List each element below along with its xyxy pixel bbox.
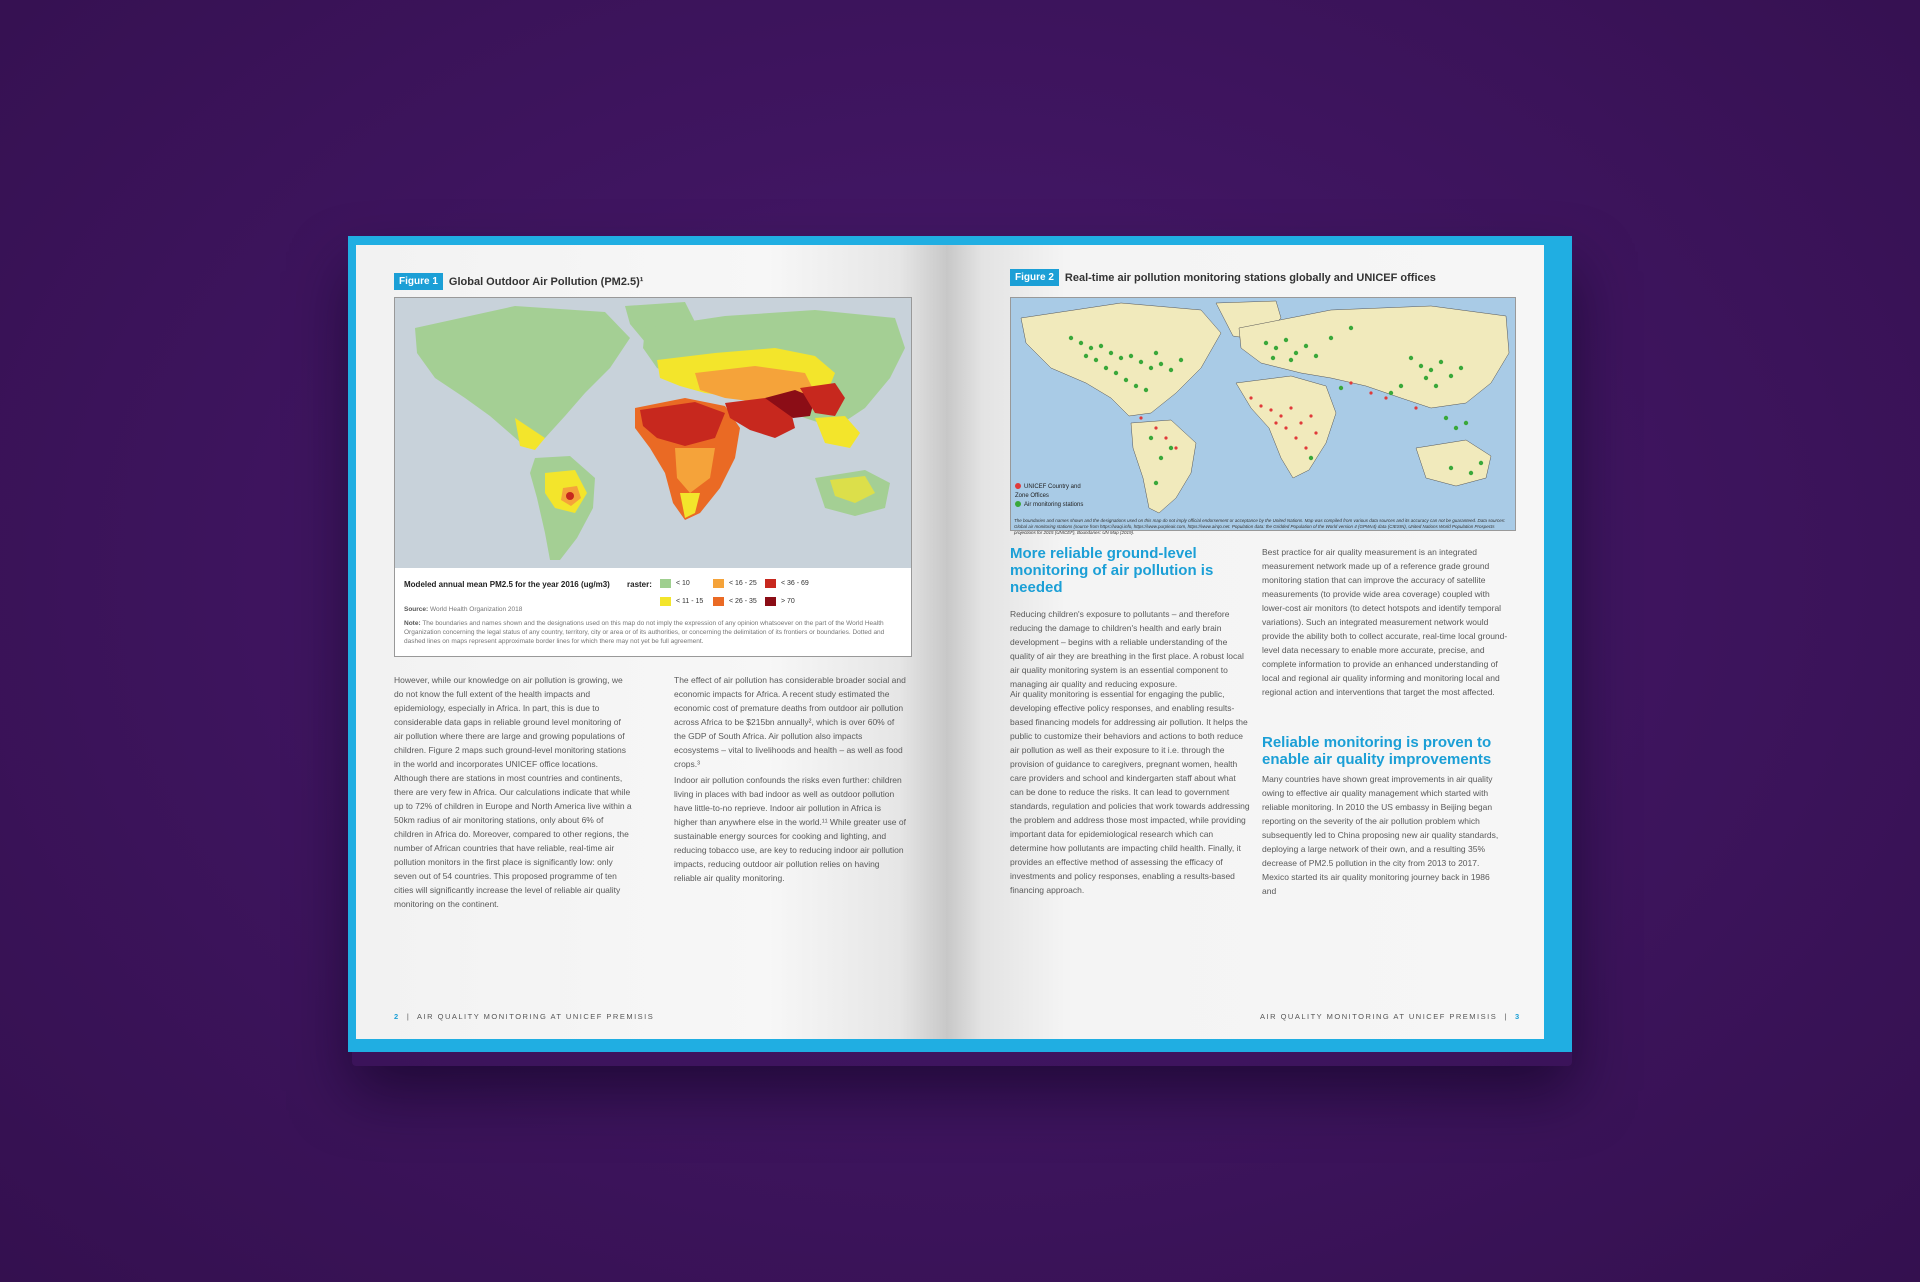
station-dot-icon	[1015, 501, 1021, 507]
unicef-dot-icon	[1015, 483, 1021, 489]
legend-swatch	[765, 597, 776, 606]
para-monitoring-essential: Air quality monitoring is essential for engaging the public, developing effective policy responses, and enabling results-based financing models for addressing air pollution. It helps the public to customize their behaviors and actions to both reduce air pollution as well as their exposure to it i.e. through the provision of guidance to caregivers, pregnant women, health care providers and school and kindergarten staff about what can be done to reduce the risks. It can lead to government standards, regulation and policies that work towards addressing the problem and address those most impacted, while providing important data for epidemiological research which can determine how pollutants are impacting child health. Finally, it provides an effective method of assessing the efficacy of investments and policy responses, enabling a results-based financing approach.	[1010, 689, 1250, 895]
right-page-number: 3	[1515, 1012, 1521, 1021]
map2-legend-unicef-label: UNICEF Country and Zone Offices	[1015, 484, 1081, 499]
figure-2-header	[1010, 269, 1436, 286]
map-source	[404, 605, 522, 614]
legend-item-36-69	[765, 579, 809, 588]
figure-2-frame	[1010, 297, 1516, 535]
monitoring-stations-map	[1011, 298, 1515, 518]
para-best-practice: Best practice for air quality measurement is an integrated measurement network made up of a reference grade ground monitoring station that can improve the accuracy of satellite measurements (to provide wide area coverage) coupled with lower-cost air monitors (to detect hotspots and identify temporal variations). Such an integrated measurement network would provide the ability both to collect accurate, real-time local ground-level data necessary to enable more accurate, precise, and complete information to provide an enhanced understanding of local and regional air quality informing and monitoring local and regional action and interventions that target the most affected.	[1262, 547, 1508, 697]
map2-legend	[1015, 483, 1085, 510]
right-footer-title: AIR QUALITY MONITORING AT UNICEF PREMISIS	[1260, 1012, 1498, 1021]
legend-label: < 10	[676, 580, 690, 587]
legend-swatch	[713, 597, 724, 606]
note-text: The boundaries and names shown and the designations used on this map do not imply the expression of any opinion whatsoever on the part of the World Health Organization concerning the legal status of any country, territory, city or area or of its authorities, or concerning the delimitation of its frontiers or boundaries. Dotted and dashed lines on maps represent approximate border lines for which there may not yet be full agreement.	[404, 620, 885, 645]
para-reducing-exposure: Reducing children's exposure to pollutants – and therefore reducing the damage to children's health and early brain development – begins with a reliable understanding of the quality of air they are breathing in the first place. A robust local air quality monitoring system is an essential component to managing air quality and reducing exposure.	[1010, 609, 1244, 689]
right-footer: AIR QUALITY MONITORING AT UNICEF PREMISIS | 3	[1260, 1012, 1521, 1021]
legend-item-16-25	[713, 579, 757, 588]
pm25-world-map	[395, 298, 911, 568]
figure-1-title: Global Outdoor Air Pollution (PM2.5)¹	[448, 275, 644, 288]
legend-swatch	[713, 579, 724, 588]
para-many-countries: Many countries have shown great improvements in air quality owing to effective air quality management which started with reliable monitoring. In 2010 the US embassy in Beijing began reporting on the severity of the air pollution problem which subsequently led to China proposing new air quality standards, deploying a large network of their own, and a resulting 35% decrease of PM2.5 pollution in the city from 2013 to 2017. Mexico started its air quality monitoring journey back in 1986 and	[1262, 774, 1499, 896]
legend-label: > 70	[781, 598, 795, 605]
left-page-number: 2	[394, 1012, 400, 1021]
legend-item-lt10	[660, 579, 690, 588]
left-footer: 2 | AIR QUALITY MONITORING AT UNICEF PREMISIS	[394, 1012, 655, 1021]
raster-label: raster:	[627, 580, 652, 589]
legend-item-gt70	[765, 597, 795, 606]
figure-2-tag: Figure 2	[1010, 269, 1059, 286]
map2-legend-stations-label: Air monitoring stations	[1024, 502, 1084, 508]
map2-legend-stations	[1015, 501, 1085, 510]
source-label: Source:	[404, 606, 429, 613]
legend-item-26-35	[713, 597, 757, 606]
left-column-1: However, while our knowledge on air pollution is growing, we do not know the full extent of the health impacts and epidemiology, especially in Africa. In part, this is due to considerable data gaps in reliable ground level monitoring of air pollution where there are large and growing populations of children. Figure 2 maps such ground-level monitoring stations in the world and incorporates UNICEF office locations. Although there are stations in most countries and continents, there are very few in Africa. Our calculations indicate that while up to 72% of children in Europe and North America live within a 50km radius of air monitoring stations, only about 6% of children in Africa do. Moreover, compared to other regions, the number of African countries that have reliable, real-time air pollution monitors in the first place is significantly low: only seven out of 54 countries. This proposed programme of ten cities will significantly increase the level of reliable air quality monitoring on the continent.	[394, 675, 632, 909]
left-column-2b: Indoor air pollution confounds the risks even further: children living in places with bad indoor as well as outdoor pollution have little-to-no reprieve. Indoor air pollution in Africa is higher than anywhere else in the world.¹¹ While greater use of sustainable energy sources for cooking and lighting, and reducing tobacco use, are key to reducing indoor air pollution impacts, reducing outdoor air pollution relies on having reliable air quality monitoring.	[674, 775, 906, 883]
heading-ground-level: More reliable ground-level monitoring of air pollution is needed	[1010, 545, 1214, 596]
figure-1-tag: Figure 1	[394, 273, 443, 290]
legend-swatch	[660, 597, 671, 606]
legend-label: < 36 - 69	[781, 580, 809, 587]
left-footer-title: AIR QUALITY MONITORING AT UNICEF PREMISIS	[417, 1012, 655, 1021]
legend-item-11-15	[660, 597, 703, 606]
map2-legend-unicef	[1015, 483, 1085, 501]
figure-1-header	[394, 273, 643, 290]
map2-note: The boundaries and names shown and the designations used on this map do not imply official endorsement or acceptance by the United Nations. Map was compiled from various data sources and its accuracy can not be guaranteed. Data sources: Global air monitoring stations (source from https://waqi.info, https://www.purpleair.com, https://www.airqo.net. Population data: the Gridded Population of the World version 4 (GPWv4) data (CIESIN), United Nations World Population Prospects projections for 2015 (UNICEF), Boundaries: UN Map (2019).	[1014, 518, 1506, 535]
legend-swatch	[765, 579, 776, 588]
legend-swatch	[660, 579, 671, 588]
legend-label: < 26 - 35	[729, 598, 757, 605]
source-text: World Health Organization 2018	[430, 606, 523, 613]
heading-reliable-monitoring: Reliable monitoring is proven to enable air quality improvements	[1262, 734, 1492, 768]
figure-2-title: Real-time air pollution monitoring stations globally and UNICEF offices	[1064, 271, 1436, 284]
right-page	[946, 245, 1544, 1039]
legend-label: < 11 - 15	[676, 598, 704, 605]
left-column-2a: The effect of air pollution has considerable broader social and economic impacts for Africa. A recent study estimated the economic cost of premature deaths from outdoor air pollution across Africa to be $215bn annually², which is over 60% of the GDP of South Africa. Air pollution also impacts ecosystems – vital to livelihoods and health – as well as food crops.³	[674, 675, 906, 769]
note-label: Note:	[404, 620, 421, 627]
legend-label: < 16 - 25	[729, 580, 757, 587]
left-page	[356, 245, 946, 1039]
map-note	[404, 619, 902, 646]
figure-1-frame	[394, 297, 912, 657]
map-legend-title: Modeled annual mean PM2.5 for the year 2016 (ug/m3)	[404, 580, 610, 589]
